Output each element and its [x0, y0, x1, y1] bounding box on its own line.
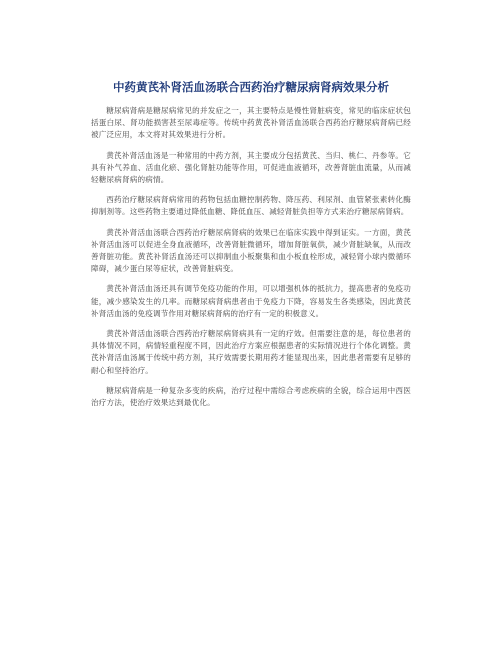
paragraph: 黄芪补肾活血汤联合西药治疗糖尿病肾病的效果已在临床实践中得到证实。一方面，黄芪补肾活血汤可以促进全身血液循环，改善肾脏微循环，增加肾脏氧供，减少肾脏缺氧，从而改善肾脏功能。黄芪补肾活血汤还可以抑制血小板聚集和血小板血栓形成，减轻肾小球内微循环障碍，减少蛋白尿等症状，改善肾脏病变。 — [91, 227, 411, 274]
document-title: 中药黄芪补肾活血汤联合西药治疗糖尿病肾病效果分析 — [113, 80, 389, 94]
paragraph: 糖尿病肾病是糖尿病常见的并发症之一，其主要特点是慢性肾脏病变，常见的临床症状包括蛋白尿、肾功能损害甚至尿毒症等。传统中药黄芪补肾活血汤联合西药治疗糖尿病肾病已经被广泛应用，本文将对其效果进行分析。 — [91, 106, 411, 140]
paragraph: 黄芪补肾活血汤联合西药治疗糖尿病肾病具有一定的疗效。但需要注意的是，每位患者的具体情况不同，病情轻重程度不同，因此治疗方案应根据患者的实际情况进行个体化调整。黄芪补肾活血汤属于传统中药方剂，其疗效需要长期用药才能显现出来，因此患者需要有足够的耐心和坚持治疗。 — [91, 329, 411, 375]
paragraph: 黄芪补肾活血汤还具有调节免疫功能的作用，可以增强机体的抵抗力，提高患者的免疫功能，减少感染发生的几率。而糖尿病肾病患者由于免疫力下降，容易发生各类感染，因此黄芪补肾活血汤的免疫调节作用对糖尿病肾病的治疗有一定的积极意义。 — [91, 284, 411, 318]
document-body — [91, 105, 411, 417]
paragraph: 西药治疗糖尿病肾病常用的药物包括血糖控制药物、降压药、利尿剂、血管紧张素转化酶抑制剂等。这些药物主要通过降低血糖、降低血压、减轻肾脏负担等方式来治疗糖尿病肾病。 — [91, 195, 411, 217]
paragraph: 糖尿病肾病是一种复杂多变的疾病，治疗过程中需综合考虑疾病的全貌，综合运用中西医治疗方法，使治疗效果达到最优化。 — [91, 385, 411, 408]
paragraph: 黄芪补肾活血汤是一种常用的中药方剂，其主要成分包括黄芪、当归、桃仁、丹参等。它具有补气养血、活血化瘀、强化肾脏功能等作用，可促进血液循环，改善肾脏血流量，从而减轻糖尿病肾病的病情。 — [91, 150, 411, 185]
